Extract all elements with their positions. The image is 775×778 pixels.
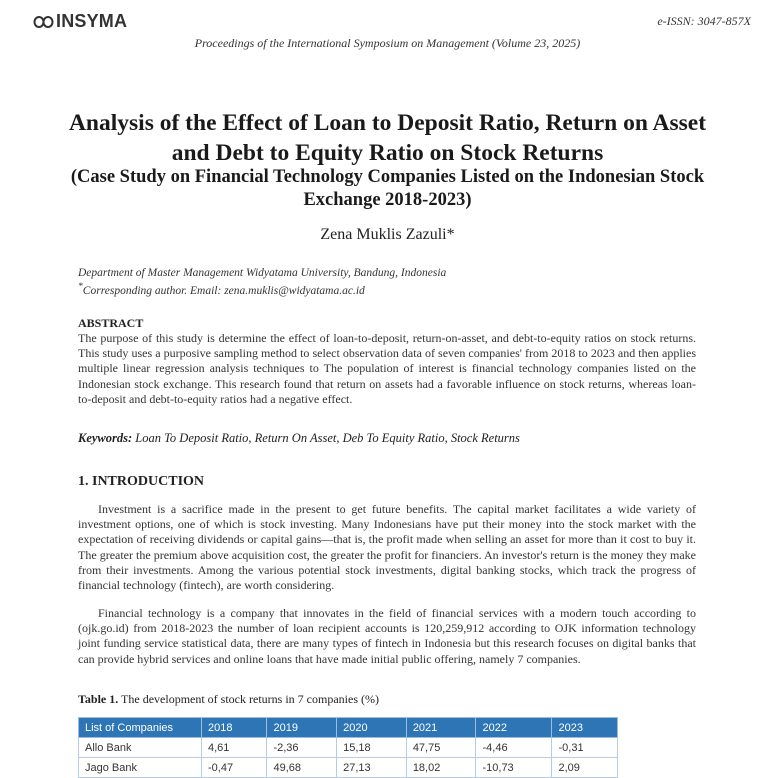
affiliation-block (78, 266, 698, 298)
table-cell: 47,75 (406, 738, 476, 758)
corresponding-text: Corresponding author. Email: zena.muklis@widyatama.ac.id (82, 284, 365, 297)
table-cell: 15,18 (337, 738, 407, 758)
table-cell: -4,46 (476, 738, 552, 758)
table-caption (78, 692, 379, 707)
abstract-heading: ABSTRACT (78, 316, 144, 330)
table-caption-label: Table 1. (78, 692, 119, 706)
keywords-label: Keywords: (78, 431, 133, 445)
issn-label: e-ISSN: 3047-857X (657, 14, 751, 28)
department-line: Department of Master Management Widyatama University, Bandung, Indonesia (78, 267, 447, 279)
author-name: Zena Muklis Zazuli* (320, 226, 455, 243)
table-cell: Jago Bank (79, 758, 202, 778)
table-cell: 4,61 (202, 738, 267, 758)
header-cell-2019: 2019 (267, 718, 337, 738)
table-cell: -10,73 (476, 758, 552, 778)
corresponding-line (78, 280, 698, 298)
table-cell: Allo Bank (79, 738, 202, 758)
header-cell-company: List of Companies (79, 718, 202, 738)
logo-text: INSYMA (56, 11, 128, 31)
table-header-row (79, 718, 618, 738)
keywords-line (78, 431, 520, 446)
stock-returns-table (78, 717, 618, 778)
corresponding-marker: * (78, 281, 83, 292)
table-cell: -2,36 (267, 738, 337, 758)
header-cell-2023: 2023 (552, 718, 618, 738)
insyma-logo (33, 11, 127, 32)
table-cell: 27,13 (337, 758, 407, 778)
intro-paragraph-2: Financial technology is a company that innovates in the field of financial services with a modern touch according to (ojk.go.id) from 2018-2023 the number of loan recipient accounts is 120,259,912 according to OJK information technology joint funding service statistical data, there are many types of fintech in Indonesia but this research focuses on digital banks that can provide hybrid services and online loans that have made initial public offering, namely 7 companies. (78, 606, 696, 666)
proceedings-line: Proceedings of the International Symposium on Management (Volume 23, 2025) (194, 36, 581, 50)
table-cell: 18,02 (406, 758, 476, 778)
paper-subtitle: (Case Study on Financial Technology Companies Listed on the Indonesian Stock Exchange 2018-2023) (70, 167, 705, 210)
table-caption-text: The development of stock returns in 7 companies (%) (121, 692, 379, 706)
paper-title: Analysis of the Effect of Loan to Deposit Ratio, Return on Asset and Debt to Equity Ratio on Stock Returns (68, 110, 707, 166)
table-cell: -0,31 (552, 738, 618, 758)
table-row (79, 738, 618, 758)
header-cell-2022: 2022 (476, 718, 552, 738)
intro-paragraph-1: Investment is a sacrifice made in the present to get future benefits. The capital market facilitates a wide variety of investment options, one of which is stock investing. Many Indonesians have put their money into the stock market with the expectation of receiving dividends or capital gains—that is, the profit made when selling an asset for more than it cost to buy it. The greater the premium above acquisition cost, the greater the profit for financiers. An investor's return is the money they make from their investments. Among the various potential stock investments, digital banking stocks, which track the progress of financial technology (fintech), are worth considering. (78, 502, 696, 593)
header-cell-2020: 2020 (337, 718, 407, 738)
introduction-heading: 1. INTRODUCTION (78, 474, 205, 489)
table-cell: 49,68 (267, 758, 337, 778)
table-cell: 2,09 (552, 758, 618, 778)
header-cell-2018: 2018 (202, 718, 267, 738)
infinity-logo-icon (33, 15, 55, 29)
abstract-text: The purpose of this study is determine the effect of loan-to-deposit, return-on-asset, and debt-to-equity ratios on stock returns. This study uses a purposive sampling method to select observation data of seven companies' from 2018 to 2023 and then applies multiple linear regression analysis techniques to The population of interest is financial technology companies listed on the Indonesian stock exchange. This research found that return on assets had a favorable influence on stock returns, whereas loan-to-deposit and debt-to-equity ratios had a negative effect. (78, 331, 696, 406)
table-cell: -0,47 (202, 758, 267, 778)
keywords-text: Loan To Deposit Ratio, Return On Asset, Deb To Equity Ratio, Stock Returns (135, 431, 520, 445)
header-cell-2021: 2021 (406, 718, 476, 738)
